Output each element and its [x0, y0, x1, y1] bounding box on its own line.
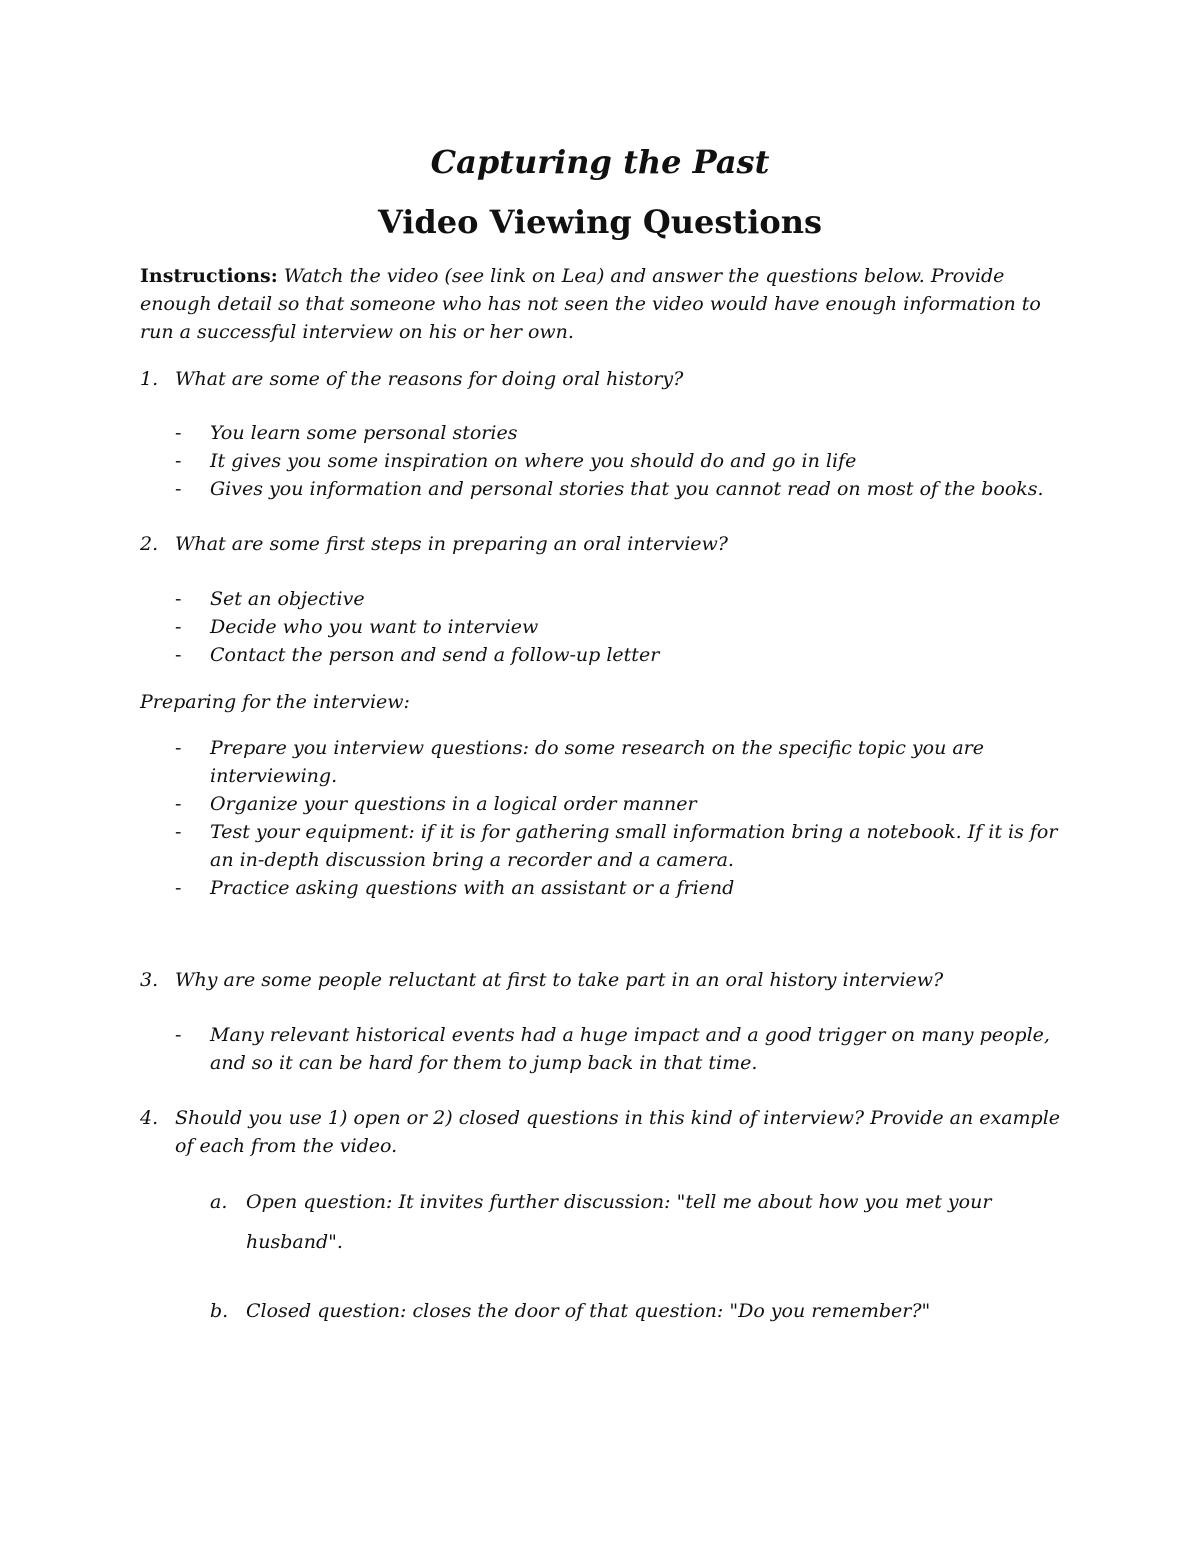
- dash-bullet: -: [175, 450, 182, 472]
- dash-bullet: -: [175, 588, 182, 610]
- instructions-label: Instructions:: [140, 265, 278, 287]
- answer-text: It gives you some inspiration on where you should do and go in life: [210, 450, 857, 472]
- sub-answer-text: Open question: It invites further discussion: "tell me about how you met your husband".: [246, 1191, 992, 1253]
- answer-text: Prepare you interview questions: do some research on the specific topic you are interviewing.: [210, 737, 984, 787]
- answer-text: Decide who you want to interview: [210, 616, 539, 638]
- answer-list-preparing: [175, 734, 1075, 902]
- answer-text: Organize your questions in a logical order manner: [210, 793, 697, 815]
- answer-item: [175, 419, 1075, 447]
- dash-bullet: -: [175, 616, 182, 638]
- answer-item: [175, 613, 1075, 641]
- dash-bullet: -: [175, 422, 182, 444]
- instructions-text: Watch the video (see link on Lea) and answer the questions below. Provide enough detail so that someone who has not seen the video would have enough information to run a successful interview on his or her own.: [140, 265, 1041, 343]
- question-text: What are some of the reasons for doing oral history?: [175, 368, 684, 390]
- dash-bullet: -: [175, 793, 182, 815]
- answer-item: [175, 818, 1075, 874]
- answer-list-2: [175, 585, 1075, 669]
- question-text: What are some first steps in preparing an oral interview?: [175, 533, 728, 555]
- question-text: Should you use 1) open or 2) closed questions in this kind of interview? Provide an example of each from the video.: [175, 1107, 1061, 1157]
- dash-bullet: -: [175, 877, 182, 899]
- sub-answer-a: [210, 1182, 1070, 1262]
- dash-bullet: -: [175, 821, 182, 843]
- dash-bullet: -: [175, 737, 182, 759]
- sub-answer-letter: a.: [210, 1191, 228, 1213]
- answer-item: [175, 447, 1075, 475]
- instructions-paragraph: [140, 262, 1070, 346]
- answer-item: [175, 1021, 1075, 1077]
- answer-text: Practice asking questions with an assistant or a friend: [210, 877, 735, 899]
- dash-bullet: -: [175, 1024, 182, 1046]
- document-subtitle: Video Viewing Questions: [378, 203, 822, 241]
- sub-answer-text: Closed question: closes the door of that question: "Do you remember?": [246, 1300, 931, 1322]
- answer-text: Set an objective: [210, 588, 365, 610]
- answer-text: Gives you information and personal stories that you cannot read on most of the books.: [210, 478, 1044, 500]
- answer-item: [175, 475, 1075, 503]
- dash-bullet: -: [175, 478, 182, 500]
- sub-answer-b: [210, 1297, 1070, 1325]
- answer-item: [175, 641, 1075, 669]
- answer-text: Contact the person and send a follow-up letter: [210, 644, 660, 666]
- sub-answer-letter: b.: [210, 1300, 229, 1322]
- dash-bullet: -: [175, 644, 182, 666]
- preparing-heading: Preparing for the interview:: [140, 691, 410, 713]
- question-2: [140, 530, 1070, 558]
- answer-item: [175, 790, 1075, 818]
- answer-item: [175, 585, 1075, 613]
- question-number: 4.: [140, 1107, 159, 1129]
- answer-list-1: [175, 419, 1075, 503]
- answer-text: You learn some personal stories: [210, 422, 518, 444]
- answer-text: Test your equipment: if it is for gathering small information bring a notebook. If it is for an in-depth discussion bring a recorder and a camera.: [210, 821, 1058, 871]
- answer-list-3: [175, 1021, 1075, 1077]
- question-4: [140, 1104, 1070, 1160]
- question-text: Why are some people reluctant at first to take part in an oral history interview?: [175, 969, 944, 991]
- question-1: [140, 365, 1070, 393]
- document-title: Capturing the Past: [430, 143, 770, 181]
- question-number: 3.: [140, 969, 159, 991]
- question-number: 1.: [140, 368, 159, 390]
- answer-text: Many relevant historical events had a huge impact and a good trigger on many people, and so it can be hard for them to jump back in that time.: [210, 1024, 1050, 1074]
- answer-item: [175, 874, 1075, 902]
- question-number: 2.: [140, 533, 159, 555]
- answer-item: [175, 734, 1075, 790]
- question-3: [140, 966, 1070, 994]
